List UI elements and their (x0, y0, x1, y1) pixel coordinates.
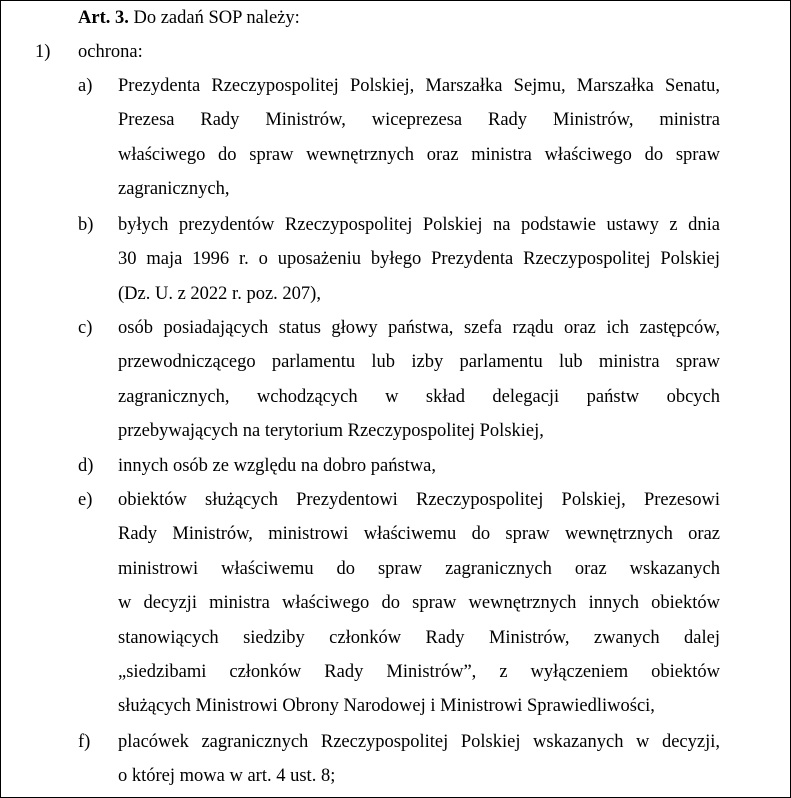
item-line: (Dz. U. z 2022 r. poz. 207), (118, 283, 321, 304)
item-text (118, 318, 720, 456)
item-letter: f) (78, 732, 91, 752)
item-letter: b) (78, 215, 94, 235)
item-text (118, 215, 720, 318)
item-line: 30 maja 1996 r. o uposażeniu byłego Prezydenta Rzeczypospolitej Polskiej (118, 249, 720, 270)
article-intro: Do zadań SOP należy: (133, 8, 300, 28)
item-letter: a) (78, 76, 93, 96)
item-line: zagranicznych, wchodzących w skład delegacji państw obcych (118, 386, 720, 407)
item-line: ministrowi właściwemu do spraw zagranicznych oraz wskazanych (118, 558, 720, 579)
point-text: ochrona: (78, 42, 143, 62)
article-number: Art. 3. (78, 8, 129, 28)
item-line: osób posiadających status głowy państwa, szefa rządu oraz ich zastępców, (118, 318, 720, 338)
item-line: o której mowa w art. 4 ust. 8; (118, 766, 336, 787)
item-line: przebywających na terytorium Rzeczypospolitej Polskiej, (118, 421, 544, 442)
item-line: „siedzibami członków Rady Ministrów”, z wyłączeniem obiektów (118, 661, 720, 682)
item-letter: e) (78, 490, 93, 510)
item-line: Prezesa Rady Ministrów, wiceprezesa Rady Ministrów, ministra (118, 110, 720, 131)
item-line: Prezydenta Rzeczypospolitej Polskiej, Marszałka Sejmu, Marszałka Senatu, (118, 76, 720, 96)
item-letter: c) (78, 318, 93, 338)
item-line: obiektów służących Prezydentowi Rzeczypospolitej Polskiej, Prezesowi (118, 490, 720, 510)
item-text (118, 732, 720, 798)
item-line: przewodniczącego parlamentu lub izby parlamentu lub ministra spraw (118, 352, 720, 373)
item-text (118, 456, 720, 490)
item-line: Rady Ministrów, ministrowi właściwemu do spraw wewnętrznych oraz (118, 524, 720, 545)
item-line: stanowiących siedziby członków Rady Ministrów, zwanych dalej (118, 627, 720, 648)
item-text (118, 76, 720, 214)
item-line: placówek zagranicznych Rzeczypospolitej Polskiej wskazanych w decyzji, (118, 732, 720, 752)
item-line: innych osób ze względu na dobro państwa, (118, 456, 437, 476)
point-number: 1) (35, 42, 51, 62)
item-letter: d) (78, 456, 94, 476)
item-line: właściwego do spraw wewnętrznych oraz ministra właściwego do spraw (118, 144, 720, 165)
item-line: służących Ministrowi Obrony Narodowej i Ministrowi Sprawiedliwości, (118, 696, 655, 717)
item-text (118, 490, 720, 731)
item-line: byłych prezydentów Rzeczypospolitej Polskiej na podstawie ustawy z dnia (118, 215, 720, 235)
item-line: w decyzji ministra właściwego do spraw wewnętrznych innych obiektów (118, 593, 720, 614)
item-line: zagranicznych, (118, 179, 230, 200)
article-heading (78, 8, 300, 28)
